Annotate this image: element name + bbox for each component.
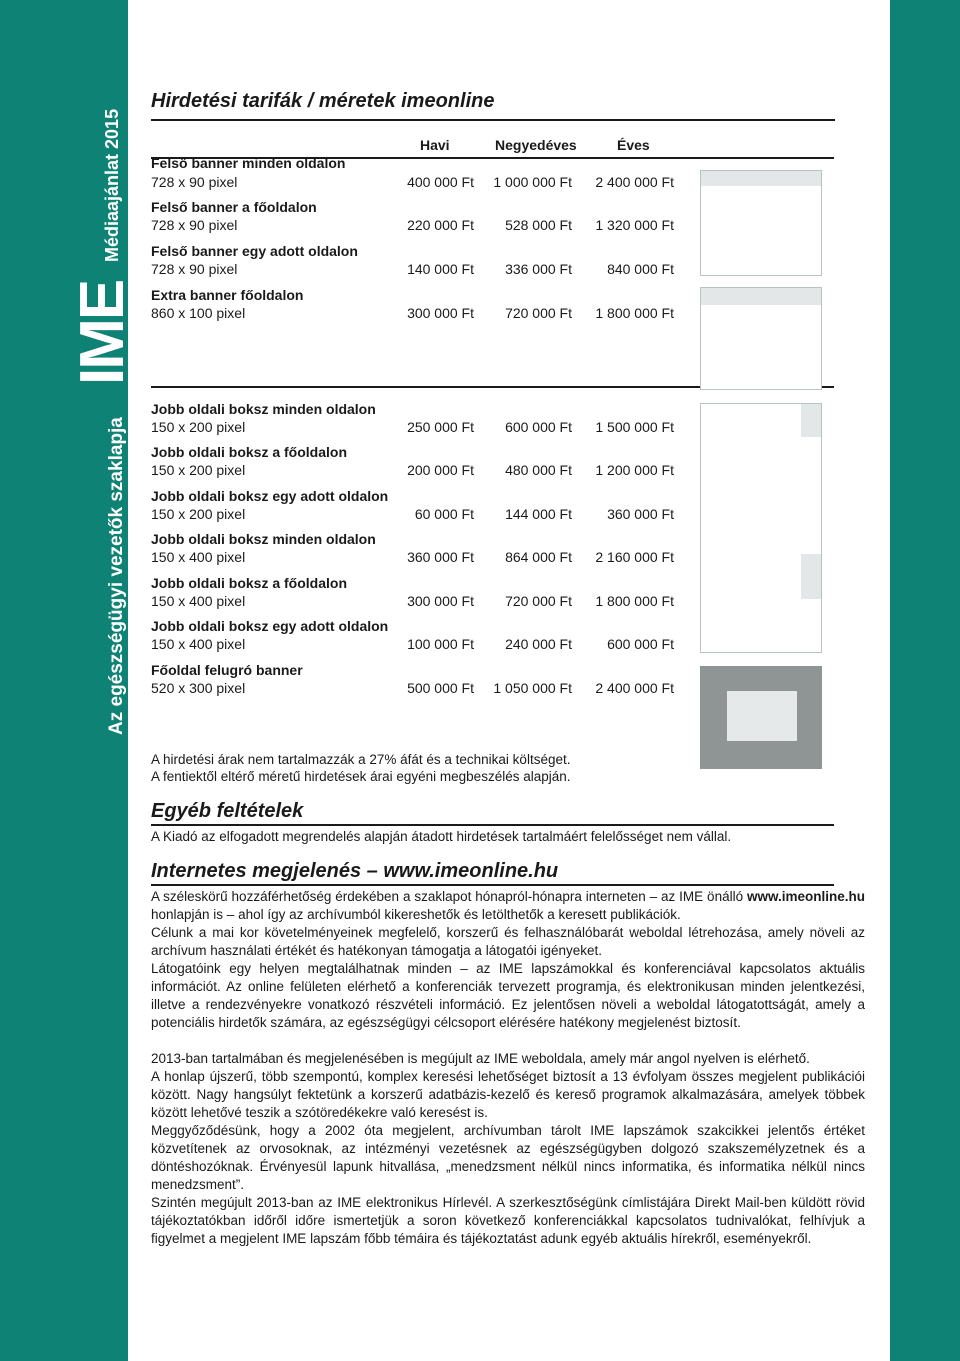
price-yearly: 1 800 000 Ft <box>595 593 674 609</box>
custom-size-note: A fentiektől eltérő méretű hirdetések árai egyéni megbeszélés alapján. <box>151 769 571 784</box>
title-divider <box>151 119 835 121</box>
row-size: 860 x 100 pixel <box>151 305 246 321</box>
internet-paragraph: Célunk a mai kor követelményeinek megfelelő, korszerű és felhasználóbarát weboldal létrehozása, amely növeli az archívum használati értékét és hatékonyan támogatja a látogatói igényeket. <box>151 925 865 958</box>
price-monthly: 220 000 Ft <box>407 217 474 233</box>
section-heading-other-terms: Egyéb feltételek <box>151 800 304 822</box>
row-size: 150 x 400 pixel <box>151 593 246 609</box>
price-monthly: 100 000 Ft <box>407 636 474 652</box>
price-quarterly: 720 000 Ft <box>505 305 572 321</box>
other-terms-text: A Kiadó az elfogadott megrendelés alapján átadott hirdetések tartalmáért felelősséget nem vállal. <box>151 829 732 844</box>
row-size: 150 x 200 pixel <box>151 419 246 435</box>
price-quarterly: 144 000 Ft <box>505 506 572 522</box>
row-size: 150 x 200 pixel <box>151 506 246 522</box>
row-name: Felső banner minden oldalon <box>151 155 346 171</box>
price-quarterly: 240 000 Ft <box>505 636 572 652</box>
price-monthly: 140 000 Ft <box>407 261 474 277</box>
price-monthly: 60 000 Ft <box>414 506 474 522</box>
internet-paragraph: A széleskörű hozzáférhetőség érdekében a szaklapot hónapról-hónapra interneten – az IME önálló www.imeonline.hu honlapján is – ahol így az archívumból kikereshetők és letölthetők a keresett publikációk. <box>151 889 865 922</box>
price-yearly: 1 800 000 Ft <box>595 305 674 321</box>
price-monthly: 300 000 Ft <box>407 593 474 609</box>
internet-paragraph: Szintén megújult 2013-ban az IME elektronikus Hírlevél. A szerkesztőségünk címlistájára Direkt Mail-ben küldött rövid tájékoztatókban időről időre ismertetjük a soron következő konferenciákkal kapcsolatos tudnivalókat, felhívjuk a figyelmet a megjelent IME lapszám főbb témáira és tájékoztatást adunk egyéb aktuális hírekről, eseményekről. <box>151 1195 865 1246</box>
internet-paragraph: A honlap újszerű, több szempontú, komplex keresési lehetőséget biztosít a 13 évfolyam összes megjelent publikációi között. Nagy hangsúlyt fektetünk a korszerű adatbázis-kezelő és kereső programok alkalmazására, amelyek többek között lehetővé teszik a szótöredékekre való keresést is. <box>151 1069 865 1120</box>
row-name: Jobb oldali boksz minden oldalon <box>151 401 376 417</box>
right-sidebar <box>890 0 960 1361</box>
row-size: 728 x 90 pixel <box>151 217 238 233</box>
row-name: Jobb oldali boksz egy adott oldalon <box>151 488 389 504</box>
price-quarterly: 720 000 Ft <box>505 593 572 609</box>
price-quarterly: 480 000 Ft <box>505 462 572 478</box>
price-quarterly: 1 000 000 Ft <box>493 174 572 190</box>
price-yearly: 1 320 000 Ft <box>595 217 674 233</box>
price-monthly: 400 000 Ft <box>407 174 474 190</box>
price-yearly: 600 000 Ft <box>607 636 674 652</box>
row-name: Felső banner egy adott oldalon <box>151 243 358 259</box>
price-monthly: 200 000 Ft <box>407 462 474 478</box>
row-name: Felső banner a főoldalon <box>151 199 317 215</box>
price-quarterly: 1 050 000 Ft <box>493 680 572 696</box>
extra-banner-preview <box>700 287 822 390</box>
banner-area <box>701 288 821 305</box>
media-plan-label: Médiaajánlat 2015 <box>102 108 122 262</box>
column-header-yearly: Éves <box>617 137 650 153</box>
price-monthly: 500 000 Ft <box>407 680 474 696</box>
column-header-monthly: Havi <box>420 137 450 153</box>
price-yearly: 2 400 000 Ft <box>595 680 674 696</box>
internet-paragraph: Meggyőződésünk, hogy a 2002 óta megjelent, archívumban tárolt IME lapszámok szakcikkei jelentős értéket közvetítenek az orvosoknak, az intézményi vezetésnek az egészségügyben dolgozó szakszemélyzetnek és a döntéshozóknak. Érvényesül lapunk hitvallása, „menedzsment nélkül nincs informatika, és informatika nélkül nincs menedzsment”. <box>151 1123 865 1192</box>
price-yearly: 1 200 000 Ft <box>595 462 674 478</box>
price-yearly: 360 000 Ft <box>607 506 674 522</box>
left-sidebar <box>0 0 137 1361</box>
journal-subtitle: Az egészségügyi vezetők szaklapja <box>106 417 127 735</box>
row-name: Jobb oldali boksz a főoldalon <box>151 444 348 460</box>
row-name: Jobb oldali boksz minden oldalon <box>151 531 376 547</box>
price-monthly: 250 000 Ft <box>407 419 474 435</box>
row-size: 728 x 90 pixel <box>151 261 238 277</box>
price-yearly: 2 160 000 Ft <box>595 549 674 565</box>
section-divider <box>151 884 834 886</box>
banner-area <box>701 171 821 186</box>
row-name: Jobb oldali boksz egy adott oldalon <box>151 618 389 634</box>
row-name: Extra banner főoldalon <box>151 287 304 303</box>
internet-paragraph: 2013-ban tartalmában és megjelenésében is megújult az IME weboldala, amely már angol nyelven is elérhető. <box>151 1051 810 1066</box>
box-200-area <box>801 404 821 437</box>
popup-banner-preview <box>700 666 822 769</box>
column-header-quarterly: Negyedéves <box>495 137 577 153</box>
price-yearly: 2 400 000 Ft <box>595 174 674 190</box>
box-400-area <box>801 554 821 599</box>
row-size: 150 x 400 pixel <box>151 549 246 565</box>
row-name: Jobb oldali boksz a főoldalon <box>151 575 348 591</box>
page-title: Hirdetési tarifák / méretek imeonline <box>151 90 495 112</box>
section-divider <box>151 824 834 826</box>
price-monthly: 300 000 Ft <box>407 305 474 321</box>
row-size: 150 x 200 pixel <box>151 462 246 478</box>
row-size: 520 x 300 pixel <box>151 680 246 696</box>
price-yearly: 1 500 000 Ft <box>595 419 674 435</box>
right-box-preview <box>700 403 822 653</box>
row-name: Főoldal felugró banner <box>151 662 303 678</box>
price-yearly: 840 000 Ft <box>607 261 674 277</box>
popup-area <box>727 691 797 741</box>
price-quarterly: 528 000 Ft <box>505 217 572 233</box>
price-quarterly: 336 000 Ft <box>505 261 572 277</box>
website-link[interactable]: www.imeonline.hu <box>746 889 865 904</box>
ime-logo: IME <box>68 280 137 385</box>
row-size: 728 x 90 pixel <box>151 174 238 190</box>
price-monthly: 360 000 Ft <box>407 549 474 565</box>
top-banner-preview <box>700 170 822 276</box>
section-heading-internet: Internetes megjelenés – www.imeonline.hu <box>151 860 559 882</box>
price-quarterly: 864 000 Ft <box>505 549 572 565</box>
price-quarterly: 600 000 Ft <box>505 419 572 435</box>
vat-note: A hirdetési árak nem tartalmazzák a 27% áfát és a technikai költséget. <box>151 752 571 767</box>
internet-paragraph: Látogatóink egy helyen megtalálhatnak minden – az IME lapszámokkal és konferenciával kapcsolatos aktuális információt. Az online felületen elérhető a konferenciák tervezett programja, és elektronikusan minden jelentkezési, illetve a rendezvényekre vonatkozó részvételi információ. Ez jelentősen növeli a weboldal látogatottságát, amely a potenciális hirdetők számára, az egészségügyi célcsoport elérésére hatékony megjelenést biztosít. <box>151 961 865 1030</box>
row-size: 150 x 400 pixel <box>151 636 246 652</box>
